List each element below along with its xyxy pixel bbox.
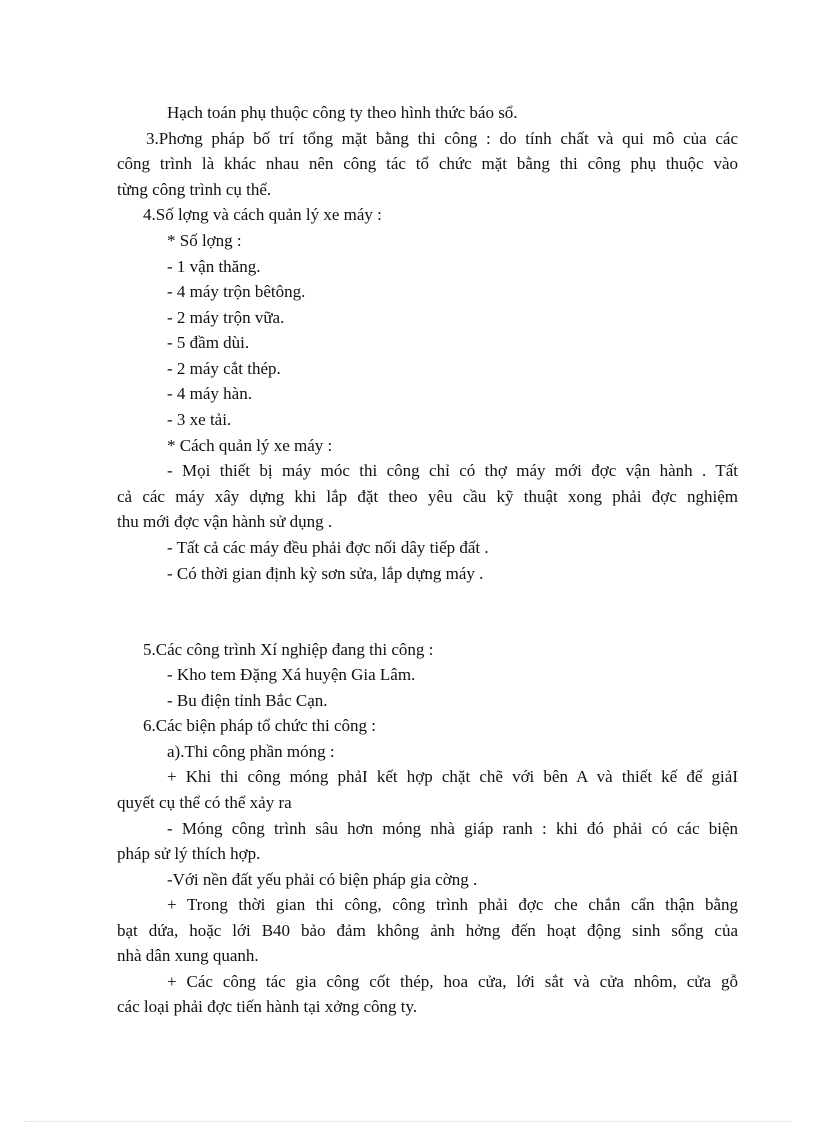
- list-item: - Kho tem Đặng Xá huyện Gia Lâm.: [167, 665, 416, 684]
- subheading: * Số lợng :: [167, 231, 242, 250]
- footer-divider: [24, 1121, 792, 1122]
- text-line: pháp sử lý thích hợp.: [117, 844, 261, 863]
- text-line: công trình là khác nhau nên công tác tổ chức mặt bằng thi công phụ thuộc vào: [117, 154, 738, 173]
- text-line: các loại phải đợc tiến hành tại xởng công ty.: [117, 997, 418, 1016]
- text-line: - Mọi thiết bị máy móc thi công chỉ có thợ máy mới đợc vận hành . Tất: [167, 461, 738, 480]
- text-line: bạt dứa, hoặc lới B40 bảo đảm không ảnh hởng đến hoạt động sinh sống của: [117, 921, 738, 940]
- list-item: - Có thời gian định kỳ sơn sửa, lắp dựng máy .: [167, 564, 484, 583]
- list-item: - Tất cả các máy đều phải đợc nối dây tiếp đất .: [167, 538, 489, 557]
- section-3-heading: 3.Phơng pháp bố trí tổng mặt bằng thi công : do tính chất và qui mô của các: [146, 129, 738, 148]
- text-line: Hạch toán phụ thuộc công ty theo hình thức báo sổ.: [167, 103, 518, 122]
- list-item: - 1 vận thăng.: [167, 257, 261, 276]
- section-5-heading: 5.Các công trình Xí nghiệp đang thi công :: [143, 640, 434, 659]
- section-4-heading: 4.Số lợng và cách quản lý xe máy :: [143, 205, 382, 224]
- list-item: - Bu điện tỉnh Bắc Cạn.: [167, 691, 328, 710]
- list-item: - 4 máy hàn.: [167, 384, 252, 403]
- text-line: từng công trình cụ thể.: [117, 180, 272, 199]
- list-item: - 5 đầm dùi.: [167, 333, 250, 352]
- section-6-heading: 6.Các biện pháp tổ chức thi công :: [143, 716, 376, 735]
- text-line: - Móng công trình sâu hơn móng nhà giáp ranh : khi đó phải có các biện: [167, 819, 738, 838]
- subheading: a).Thi công phần móng :: [167, 742, 335, 761]
- list-item: - 2 máy cắt thép.: [167, 359, 281, 378]
- text-line: + Trong thời gian thi công, công trình phải đợc che chắn cẩn thận bằng: [167, 895, 738, 914]
- list-item: - 3 xe tải.: [167, 410, 232, 429]
- text-line: cả các máy xây dựng khi lắp đặt theo yêu cầu kỹ thuật xong phải đợc nghiệm: [117, 487, 738, 506]
- text-line: + Các công tác gia công cốt thép, hoa cửa, lới sắt và cửa nhôm, cửa gỗ: [167, 972, 738, 991]
- text-line: thu mới đợc vận hành sử dụng .: [117, 512, 333, 531]
- text-line: -Với nền đất yếu phải có biện pháp gia cờng .: [167, 870, 478, 889]
- text-line: nhà dân xung quanh.: [117, 946, 259, 965]
- text-line: + Khi thi công móng phảI kết hợp chặt chẽ với bên A và thiết kế để giảI: [167, 767, 738, 786]
- subheading: * Cách quản lý xe máy :: [167, 436, 333, 455]
- list-item: - 2 máy trộn vữa.: [167, 308, 285, 327]
- text-line: quyết cụ thể có thể xảy ra: [117, 793, 292, 812]
- list-item: - 4 máy trộn bêtông.: [167, 282, 306, 301]
